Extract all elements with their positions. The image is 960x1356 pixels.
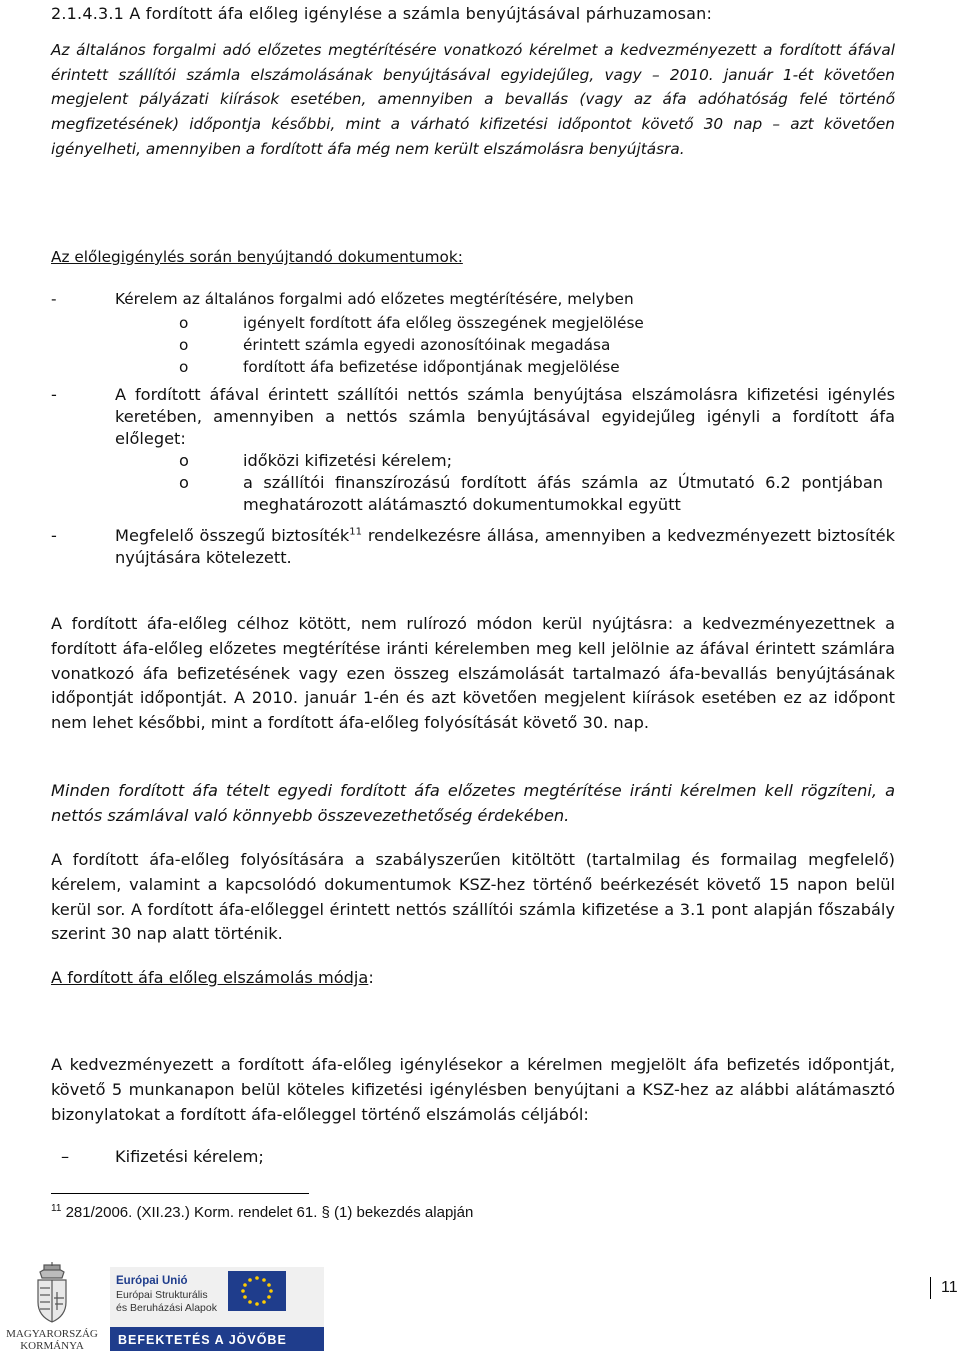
paragraph-target-bound: A fordított áfa-előleg célhoz kötött, nem rulírozó módon kerül nyújtásra: a kedvezményezettnek a fordított áfa-előleg előzetes megtérítése iránti kérelemben meg kell jelölnie az áfával érintett számlára vonatkozó áfa befizetésének vagy ezen összeg elszámolását tartalmazó áfa-bevallás benyújtásának időpontját időpontját. A 2010. január 1-én és azt követően megjelent kiírások esetében ez az időpont nem lehet későbbi, mint a fordított áfa-előleg folyósítását követő 30. nap. bbox=[51, 614, 895, 733]
sub-bullet: o bbox=[179, 357, 189, 376]
sub-item: igényelt fordított áfa előleg összegének megjelölése bbox=[243, 313, 644, 332]
dash-marker: - bbox=[51, 290, 57, 308]
eu-funds-graphic bbox=[110, 1267, 324, 1351]
sub-bullet: o bbox=[179, 335, 189, 354]
settlement-title-text: A fordított áfa előleg elszámolás módja bbox=[51, 968, 369, 987]
eu-banner-text: BEFEKTETÉS A JÖVŐBE bbox=[118, 1333, 287, 1347]
eu-line3: és Beruházási Alapok bbox=[116, 1302, 217, 1314]
footnote-ref[interactable]: 11 bbox=[349, 526, 363, 538]
footnote-text: 281/2006. (XII.23.) Korm. rendelet 61. § (1) bekezdés alapján bbox=[65, 1204, 474, 1221]
doc-list-item-request bbox=[51, 287, 895, 378]
footnote-rule bbox=[51, 1193, 309, 1194]
footnote-number: 11 bbox=[51, 1203, 62, 1214]
guarantee-text-rest: rendelkezésre állása, amennyiben a kedvezményezett biztosíték nyújtására kötelezett. bbox=[115, 526, 896, 567]
intro-paragraph: Az általános forgalmi adó előzetes megtérítésére vonatkozó kérelmet a kedvezményezett a fordított áfával érintett szállítói számla elszámolásának benyújtásával egyidejűleg, vagy – 2010. január 1-ét követően megjelent pályázati kiírások esetében, amennyiben a bevallás (vagy az áfa adóhatóság felé történő megfizetésének) időpontja későbbi, mint a várható kifizetési időpontot követő 30 nap – azt követően igényelheti, amennyiben a fordított áfa még nem került elszámolásra benyújtásra. bbox=[51, 41, 895, 158]
settlement-title-colon: : bbox=[368, 968, 374, 987]
guarantee-text: Megfelelő összegű biztosíték bbox=[115, 526, 350, 545]
section-heading: 2.1.4.3.1 A fordított áfa előleg igénylése a számla benyújtásával párhuzamosan: bbox=[51, 4, 713, 23]
gov-line2: KORMÁNYA bbox=[20, 1340, 84, 1352]
settlement-list-item bbox=[51, 1145, 895, 1170]
sub-item: a szállítói finanszírozású fordított áfás számla az Útmutató 6.2 pontjában meghatározott alátámasztó dokumentumokkal együtt bbox=[243, 473, 883, 514]
doc-list-item-text: A fordított áfával érintett szállítói nettós számla benyújtása elszámolásra kifizetési igénylés keretében, amennyiben a nettós számla benyújtásával egyidejűleg igényli a fordított áfa előleget: bbox=[115, 385, 895, 448]
eu-line2: Európai Strukturális bbox=[116, 1289, 208, 1301]
sub-bullet: o bbox=[179, 313, 189, 332]
doc-list-item-text bbox=[115, 525, 895, 569]
documents-title: Az előlegigénylés során benyújtandó dokumentumok: bbox=[51, 248, 463, 266]
page-number: 11 bbox=[930, 1277, 958, 1299]
doc-list-item-invoice bbox=[51, 384, 895, 516]
sub-item: időközi kifizetési kérelem; bbox=[243, 451, 453, 470]
paragraph-italic-note: Minden fordított áfa tételt egyedi fordított áfa előzetes megtérítése iránti kérelmen kell rögzíteni, a nettós számlával való könnyebb összevezethetőség érdekében. bbox=[51, 781, 895, 825]
sub-bullet: o bbox=[179, 451, 189, 470]
hungary-government-logo bbox=[4, 1262, 100, 1352]
paragraph-disbursement: A fordított áfa-előleg folyósítására a szabályszerűen kitöltött (tartalmilag és formailag megfelelő) kérelem, valamint a kapcsolódó dokumentumok KSZ-hez történő beérkezését követő 15 napon belül kerül sor. A fordított áfa-előleggel érintett nettós szállítói számla kifizetése a 3.1 pont alapján főszabály szerint 30 nap alatt történik. bbox=[51, 850, 895, 944]
dash-marker: - bbox=[51, 526, 57, 545]
sub-bullet: o bbox=[179, 473, 189, 492]
footnote bbox=[51, 1204, 473, 1221]
dash-marker: - bbox=[51, 385, 57, 404]
eu-line1: Európai Unió bbox=[116, 1275, 188, 1287]
doc-list-item-guarantee bbox=[51, 525, 895, 569]
settlement-list-item-text: Kifizetési kérelem; bbox=[115, 1147, 264, 1166]
coat-of-arms-icon bbox=[4, 1262, 100, 1352]
sub-item: érintett számla egyedi azonosítóinak megadása bbox=[243, 335, 611, 354]
settlement-title bbox=[51, 966, 374, 991]
sub-item: fordított áfa befizetése időpontjának megjelölése bbox=[243, 357, 620, 376]
paragraph-settlement: A kedvezményezett a fordított áfa-előleg igénylésekor a kérelmen megjelölt áfa befizetés időpontját, követő 5 munkanapon belül köteles kifizetési igénylésben benyújtani a KSZ-hez az alábbi alátámasztó bizonylatokat a fordított áfa-előleggel történő elszámolás céljából: bbox=[51, 1055, 895, 1124]
doc-list-item-text: Kérelem az általános forgalmi adó előzetes megtérítésére, melyben bbox=[115, 290, 634, 308]
eu-funds-logo bbox=[110, 1267, 324, 1351]
gov-line1: MAGYARORSZÁG bbox=[6, 1328, 98, 1340]
dash-marker: – bbox=[61, 1147, 70, 1166]
